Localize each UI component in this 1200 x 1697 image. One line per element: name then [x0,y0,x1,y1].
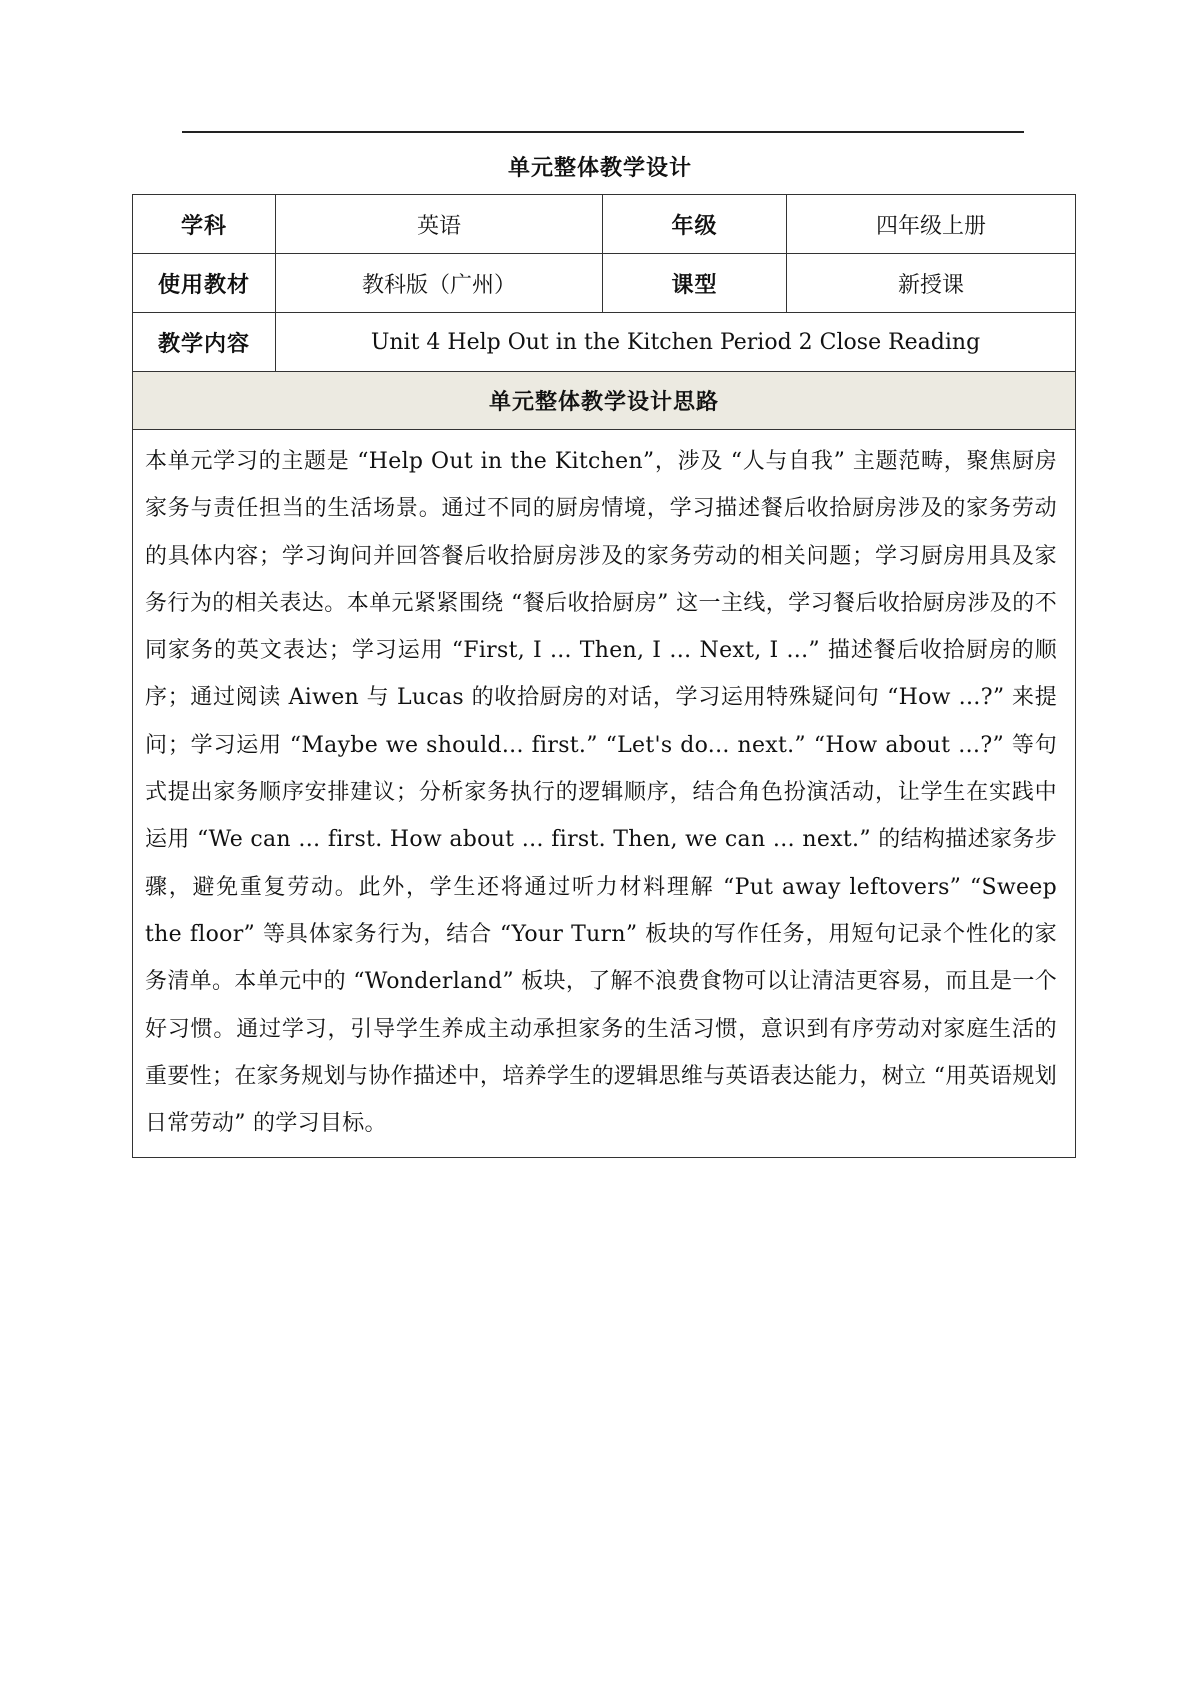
table-row [133,430,1076,1158]
content-value: Unit 4 Help Out in the Kitchen Period 2 Close Reading [276,313,1076,372]
lesson-type-value: 新授课 [787,254,1076,313]
table-row [133,313,1076,372]
textbook-value: 教科版（广州） [276,254,603,313]
header-rule [182,131,1024,133]
document-title: 单元整体教学设计 [507,156,692,181]
lesson-type-label: 课型 [603,254,787,313]
grade-label: 年级 [603,195,787,254]
textbook-label: 使用教材 [133,254,276,313]
subject-label: 学科 [133,195,276,254]
table-row [133,195,1076,254]
design-idea-header: 单元整体教学设计思路 [133,372,1076,430]
table-row [133,372,1076,430]
unit-design-table [132,194,1076,1158]
content-label: 教学内容 [133,313,276,372]
subject-value: 英语 [276,195,603,254]
design-idea-text: 本单元学习的主题是 “Help Out in the Kitchen”，涉及 “人与自我” 主题范畴，聚焦厨房家务与责任担当的生活场景。通过不同的厨房情境，学习描述餐后收拾厨房涉及的家务劳动的具体内容；学习询问并回答餐后收拾厨房涉及的家务劳动的相关问题；学习厨房用具及家务行为的相关表达。本单元紧紧围绕 “餐后收拾厨房” 这一主线，学习餐后收拾厨房涉及的不同家务的英文表达；学习运用 “First, I ... Then, I … Next, I ...” 描述餐后收拾厨房的顺序；通过阅读 Aiwen 与 Lucas 的收拾厨房的对话，学习运用特殊疑问句 “How …?” 来提问；学习运用 “Maybe we should... first.” “Let's do... next.” “How about …?” 等句式提出家务顺序安排建议；分析家务执行的逻辑顺序，结合角色扮演活动，让学生在实践中运用 “We can … first. How about … first. Then, we can … next.” 的结构描述家务步骤，避免重复劳动。此外，学生还将通过听力材料理解 “Put away leftovers” “Sweep the floor” 等具体家务行为，结合 “Your Turn” 板块的写作任务，用短句记录个性化的家务清单。本单元中的 “Wonderland” 板块，了解不浪费食物可以让清洁更容易，而且是一个好习惯。通过学习，引导学生养成主动承担家务的生活习惯，意识到有序劳动对家庭生活的重要性；在家务规划与协作描述中，培养学生的逻辑思维与英语表达能力，树立 “用英语规划日常劳动” 的学习目标。 [133,430,1076,1158]
table-row [133,254,1076,313]
grade-value: 四年级上册 [787,195,1076,254]
